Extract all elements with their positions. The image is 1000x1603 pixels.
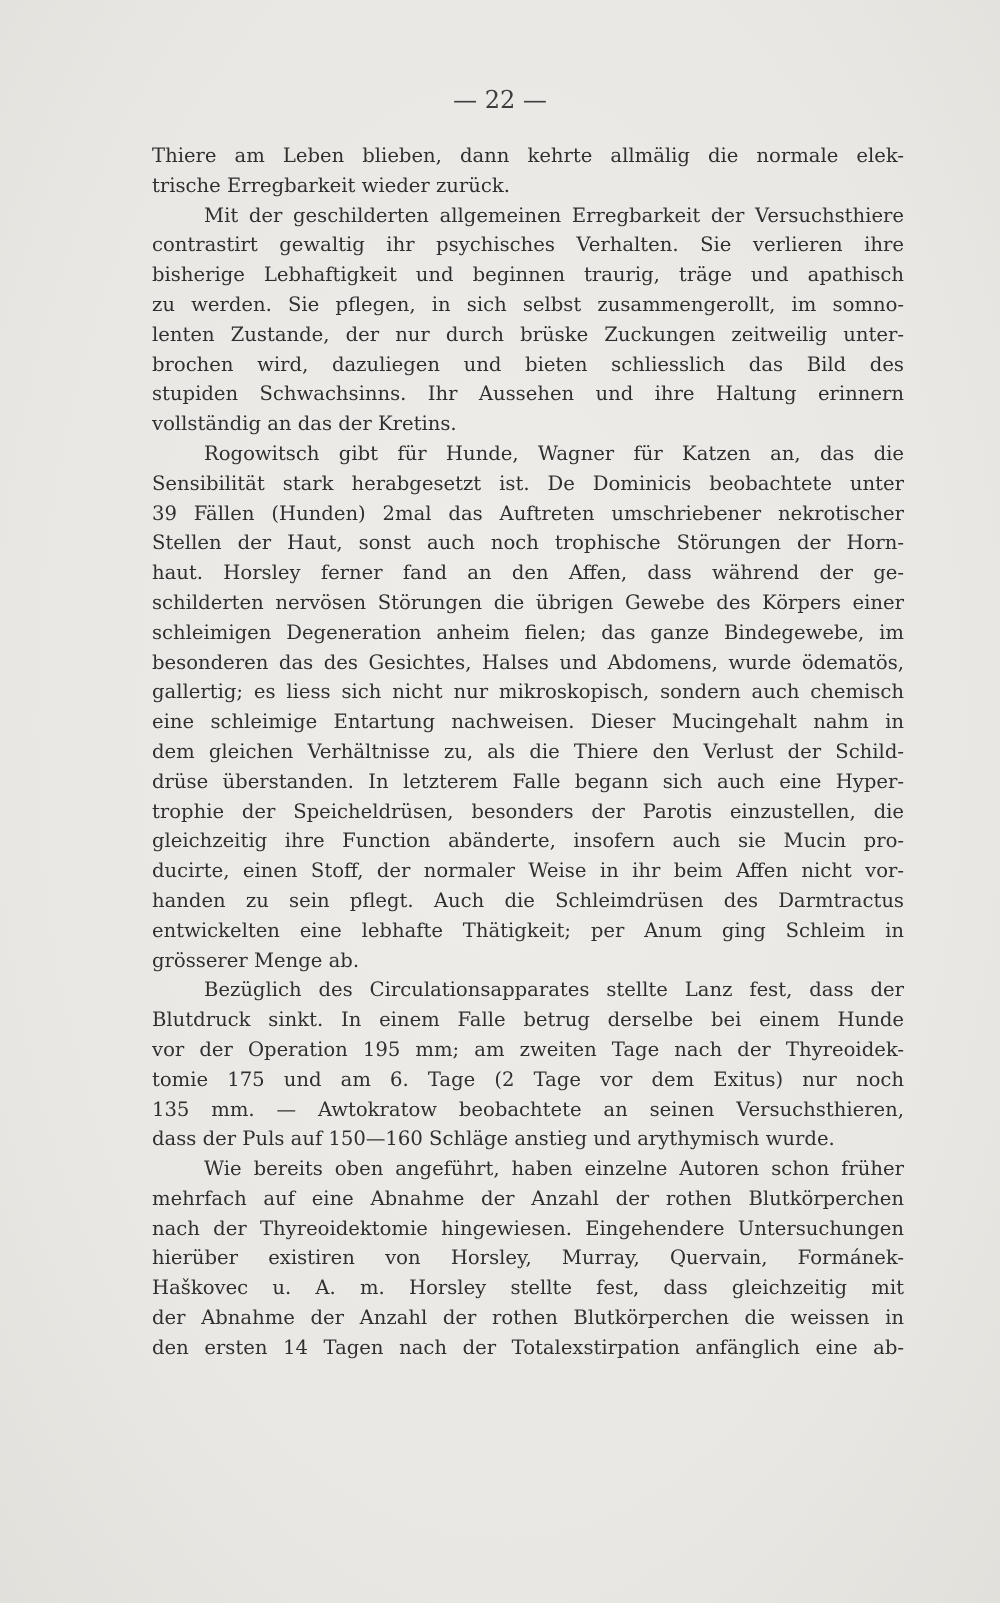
text-line: haut. Horsley ferner fand an den Affen, dass während der ge- bbox=[152, 561, 904, 585]
text-line: 39 Fällen (Hunden) 2mal das Auftreten umschriebener nekrotischer bbox=[152, 501, 904, 525]
text-line: Rogowitsch gibt für Hunde, Wagner für Katzen an, das die bbox=[204, 441, 904, 465]
text-line: Stellen der Haut, sonst auch noch trophische Störungen der Horn- bbox=[152, 531, 904, 555]
text-line: gleichzeitig ihre Function abänderte, insofern auch sie Mucin pro- bbox=[152, 829, 904, 853]
text-line: vor der Operation 195 mm; am zweiten Tage nach der Thyreoidek- bbox=[152, 1037, 904, 1061]
text-line: Sensibilität stark herabgesetzt ist. De Dominicis beobachtete unter bbox=[152, 471, 904, 495]
text-line: zu werden. Sie pflegen, in sich selbst zusammengerollt, im somno- bbox=[152, 292, 904, 316]
text-line: der Abnahme der Anzahl der rothen Blutkörperchen die weissen in bbox=[152, 1306, 904, 1330]
text-line: schilderten nervösen Störungen die übrigen Gewebe des Körpers einer bbox=[152, 590, 904, 614]
text-line: stupiden Schwachsinns. Ihr Aussehen und ihre Haltung erinnern bbox=[152, 382, 904, 406]
page-number: — 22 — bbox=[453, 86, 547, 114]
text-line: grösserer Menge ab. bbox=[152, 948, 360, 972]
text-line: nach der Thyreoidektomie hingewiesen. Eingehendere Untersuchungen bbox=[152, 1216, 904, 1240]
text-line: Blutdruck sinkt. In einem Falle betrug derselbe bei einem Hunde bbox=[152, 1008, 904, 1032]
text-line: Wie bereits oben angeführt, haben einzelne Autoren schon früher bbox=[204, 1157, 904, 1181]
text-line: handen zu sein pflegt. Auch die Schleimdrüsen des Darmtractus bbox=[152, 888, 904, 912]
text-line: Bezüglich des Circulationsapparates stellte Lanz fest, dass der bbox=[204, 978, 904, 1002]
text-line: contrastirt gewaltig ihr psychisches Verhalten. Sie verlieren ihre bbox=[152, 233, 904, 257]
text-line: Thiere am Leben blieben, dann kehrte allmälig die normale elek- bbox=[152, 144, 904, 167]
text-line: dass der Puls auf 150—160 Schläge anstieg und arythymisch wurde. bbox=[152, 1127, 835, 1151]
text-line: brochen wird, dazuliegen und bieten schliesslich das Bild des bbox=[152, 352, 904, 376]
text-line: den ersten 14 Tagen nach der Totalexstirpation anfänglich eine ab- bbox=[152, 1335, 904, 1359]
text-line: bisherige Lebhaftigkeit und beginnen traurig, träge und apathisch bbox=[152, 263, 904, 287]
text-line: mehrfach auf eine Abnahme der Anzahl der rothen Blutkörperchen bbox=[152, 1186, 904, 1210]
body-text bbox=[152, 141, 904, 1363]
text-line: drüse überstanden. In letzterem Falle begann sich auch eine Hyper- bbox=[152, 769, 904, 793]
text-line: vollständig an das der Kretins. bbox=[152, 412, 457, 436]
text-line: hierüber existiren von Horsley, Murray, Quervain, Formánek- bbox=[152, 1246, 904, 1270]
text-line: tomie 175 und am 6. Tage (2 Tage vor dem Exitus) nur noch bbox=[152, 1067, 904, 1091]
text-line: gallertig; es liess sich nicht nur mikroskopisch, sondern auch chemisch bbox=[152, 680, 904, 704]
text-line: Haškovec u. A. m. Horsley stellte fest, dass gleichzeitig mit bbox=[152, 1276, 904, 1300]
text-line: 135 mm. — Awtokratow beobachtete an seinen Versuchsthieren, bbox=[152, 1097, 904, 1121]
text-line: besonderen das des Gesichtes, Halses und Abdomens, wurde ödematös, bbox=[152, 650, 904, 674]
text-line: dem gleichen Verhältnisse zu, als die Thiere den Verlust der Schild- bbox=[152, 739, 904, 763]
text-line: schleimigen Degeneration anheim fielen; das ganze Bindegewebe, im bbox=[152, 620, 904, 644]
text-line: trophie der Speicheldrüsen, besonders der Parotis einzustellen, die bbox=[152, 799, 904, 823]
text-line: ducirte, einen Stoff, der normaler Weise in ihr beim Affen nicht vor- bbox=[152, 859, 904, 883]
text-line: lenten Zustande, der nur durch brüske Zuckungen zeitweilig unter- bbox=[152, 322, 904, 346]
text-line: eine schleimige Entartung nachweisen. Dieser Mucingehalt nahm in bbox=[152, 710, 904, 734]
text-line: entwickelten eine lebhafte Thätigkeit; per Anum ging Schleim in bbox=[152, 918, 904, 942]
text-line: trische Erregbarkeit wieder zurück. bbox=[152, 173, 510, 197]
text-line: Mit der geschilderten allgemeinen Erregbarkeit der Versuchsthiere bbox=[204, 203, 904, 227]
